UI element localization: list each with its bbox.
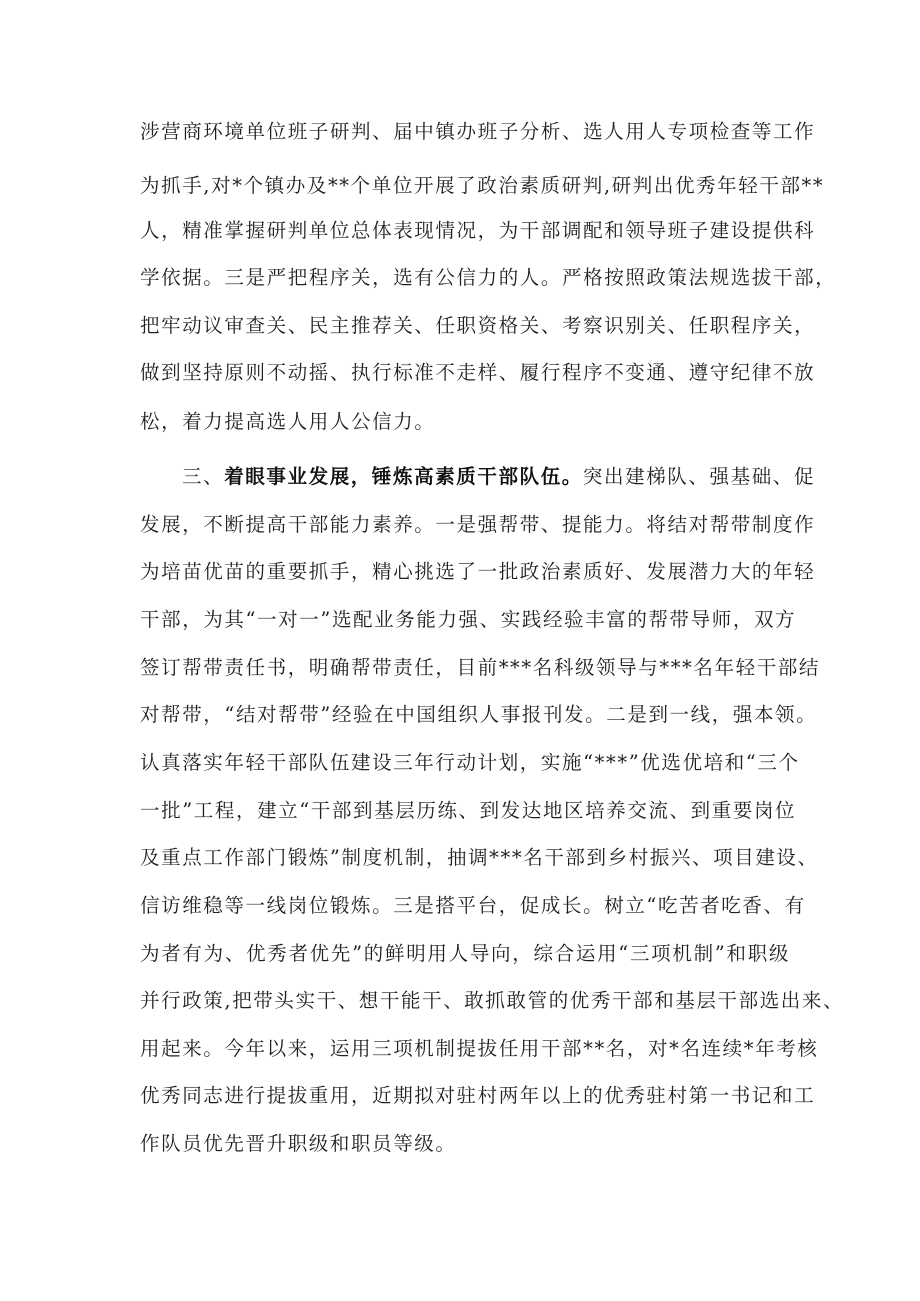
paragraph-1-line-6: 做到坚持原则不动摇、执行标准不走样、履行程序不变通、遵守纪律不放 xyxy=(140,361,816,384)
paragraph-1-line-5: 把牢动议审查关、民主推荐关、任职资格关、考察识别关、任职程序关， xyxy=(140,314,816,337)
paragraph-2-line-1-rest: 突出建梯队、强基础、促 xyxy=(582,465,816,488)
paragraph-2-line-12: 并行政策,把带头实干、想干能干、敢抓敢管的优秀干部和基层干部选出来、 xyxy=(140,989,845,1012)
paragraph-1-line-2: 为抓手,对*个镇办及**个单位开展了政治素质研判,研判出优秀年轻干部** xyxy=(140,174,825,197)
paragraph-2-first-line xyxy=(182,462,816,492)
paragraph-2-line-2: 发展，不断提高干部能力素养。一是强帮带、提能力。将结对帮带制度作 xyxy=(140,513,816,536)
paragraph-2-line-6: 对帮带，“结对帮带”经验在中国组织人事报刊发。二是到一线，强本领。 xyxy=(140,703,818,726)
paragraph-2-line-14: 优秀同志进行提拔重用，近期拟对驻村两年以上的优秀驻村第一书记和工 xyxy=(140,1084,816,1107)
paragraph-2-line-3: 为培苗优苗的重要抓手，精心挑选了一批政治素质好、发展潜力大的年轻 xyxy=(140,560,816,583)
paragraph-1-line-3: 人，精准掌握研判单位总体表现情况，为干部调配和领导班子建设提供科 xyxy=(140,219,816,242)
paragraph-2-line-9: 及重点工作部门锻炼”制度机制，抽调***名干部到乡村振兴、项目建设、 xyxy=(140,846,819,869)
paragraph-2-line-11: 为者有为、优秀者优先”的鲜明用人导向，综合运用“三项机制”和职级 xyxy=(140,942,790,965)
section-number: 三、 xyxy=(182,465,225,488)
paragraph-2-line-8: 一批”工程，建立“干部到基层历练、到发达地区培养交流、到重要岗位 xyxy=(140,799,797,822)
paragraph-2-line-13: 用起来。今年以来，运用三项机制提拔任用干部**名，对*名连续*年考核 xyxy=(140,1037,819,1060)
paragraph-1-line-1: 涉营商环境单位班子研判、届中镇办班子分析、选人用人专项检查等工作 xyxy=(140,120,816,143)
section-heading: 着眼事业发展，锤炼高素质干部队伍。 xyxy=(224,465,583,488)
paragraph-2-line-7: 认真落实年轻干部队伍建设三年行动计划，实施“***”优选优培和“三个 xyxy=(140,751,800,774)
paragraph-2-line-10: 信访维稳等一线岗位锻炼。三是搭平台，促成长。树立“吃苦者吃香、有 xyxy=(140,894,806,917)
paragraph-2-line-5: 签订帮带责任书，明确帮带责任，目前***名科级领导与***名年轻干部结 xyxy=(140,656,821,679)
paragraph-2-line-4: 干部，为其“一对一”选配业务能力强、实践经验丰富的帮带导师，双方 xyxy=(140,608,797,631)
paragraph-1-line-7: 松，着力提高选人用人公信力。 xyxy=(140,410,436,433)
paragraph-1-line-4: 学依据。三是严把程序关，选有公信力的人。严格按照政策法规选拔干部， xyxy=(140,266,837,289)
paragraph-2-line-15: 作队员优先晋升职级和职员等级。 xyxy=(140,1132,457,1155)
